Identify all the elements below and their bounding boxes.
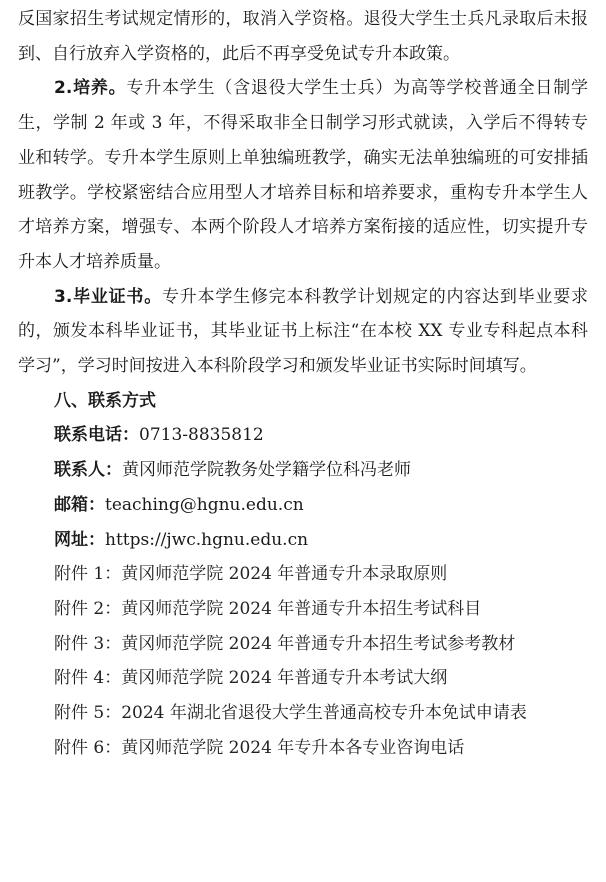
paragraph-lead-training: 2.培养。 [54, 78, 127, 99]
attachment-item-5: 附件 5：2024 年湖北省退役大学生普通高校专升本免试申请表 [54, 703, 527, 724]
attachment-item-6: 附件 6：黄冈师范学院 2024 年专升本各专业咨询电话 [54, 737, 465, 758]
contact-email-label: 邮箱： [54, 494, 105, 515]
paragraph-diploma [18, 280, 588, 384]
contact-phone [18, 418, 588, 453]
paragraph-training [18, 71, 588, 279]
contact-phone-value: 0713-8835812 [139, 425, 264, 446]
contact-email [18, 488, 588, 523]
paragraph-text: 反国家招生考试规定情形的，取消入学资格。退役大学生士兵凡录取后未报到、自行放弃入学资格的，此后不再享受免试专升本政策。 [18, 9, 588, 64]
contact-person [18, 453, 588, 488]
contact-person-value: 黄冈师范学院教务处学籍学位科冯老师 [122, 460, 411, 481]
contact-email-value[interactable]: teaching@hgnu.edu.cn [105, 494, 304, 515]
document-page [18, 2, 588, 765]
contact-website-value[interactable]: https://jwc.hgnu.edu.cn [105, 529, 309, 550]
paragraph-text: 专升本学生修完本科教学计划规定的内容达到毕业要求的，颁发本科毕业证书，其毕业证书上标注“在本校 XX 专业专科起点本科学习”，学习时间按进入本科阶段学习和颁发毕业证书实际时间填写。 [18, 286, 588, 377]
contact-website-label: 网址： [54, 529, 105, 550]
paragraph-admission-cancel [18, 2, 588, 71]
contact-website [18, 523, 588, 558]
paragraph-lead-diploma: 3.毕业证书。 [54, 286, 162, 307]
attachment-item-1: 附件 1：黄冈师范学院 2024 年普通专升本录取原则 [54, 564, 448, 585]
section-heading-contact: 八、联系方式 [54, 390, 156, 411]
attachment-item-2: 附件 2：黄冈师范学院 2024 年普通专升本招生考试科目 [54, 598, 482, 619]
contact-person-label: 联系人： [54, 460, 122, 481]
paragraph-text: 专升本学生（含退役大学生士兵）为高等学校普通全日制学生，学制 2 年或 3 年，不得采取非全日制学习形式就读，入学后不得转专业和转学。专升本学生原则上单独编班教学，确实无法单独编班的可安排插班教学。学校紧密结合应用型人才培养目标和培养要求，重构专升本学生人才培养方案，增强专、本两个阶段人才培养方案衔接的适应性，切实提升专升本人才培养质量。 [18, 78, 588, 272]
contact-phone-label: 联系电话： [54, 425, 139, 446]
attachment-item-4: 附件 4：黄冈师范学院 2024 年普通专升本考试大纲 [54, 668, 448, 689]
attachment-item-3: 附件 3：黄冈师范学院 2024 年普通专升本招生考试参考教材 [54, 633, 516, 654]
